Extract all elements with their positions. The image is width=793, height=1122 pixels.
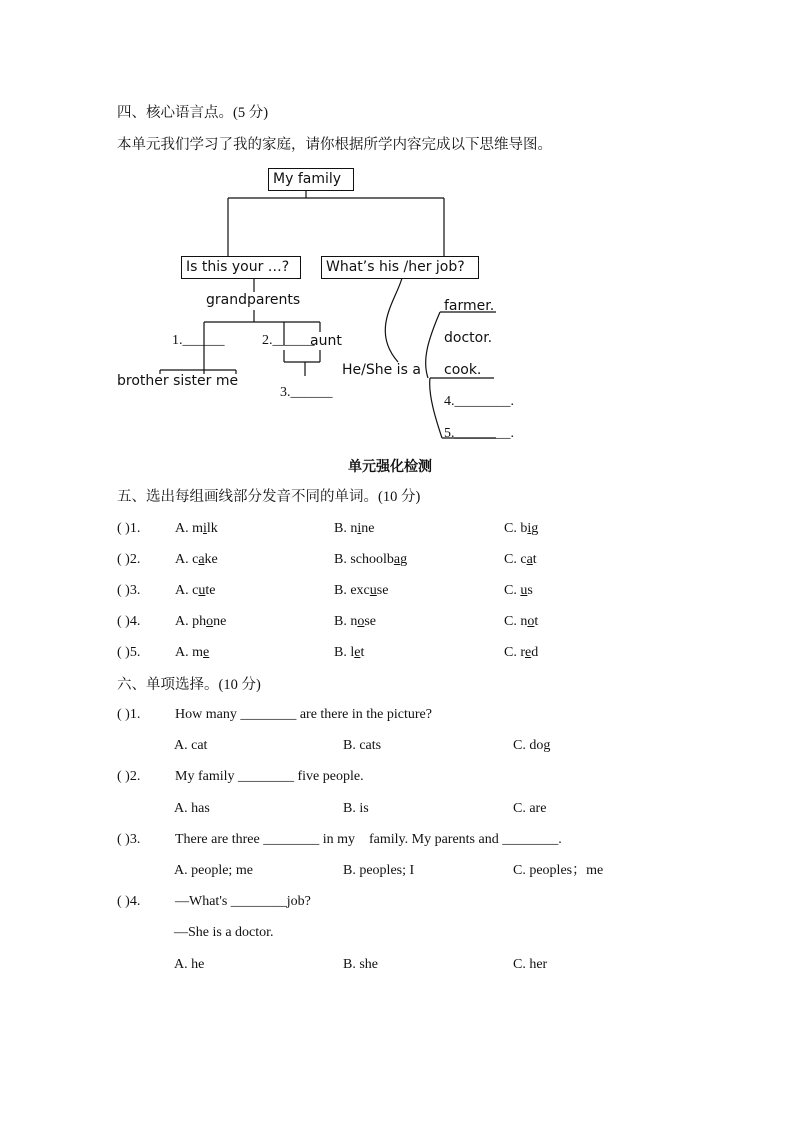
q2-number: ( )2. bbox=[117, 769, 141, 784]
item-number: ( )2. bbox=[117, 552, 141, 567]
mindmap-aunt: aunt bbox=[310, 333, 342, 349]
mindmap-grandparents: grandparents bbox=[206, 292, 301, 308]
mindmap-job-2: doctor. bbox=[444, 330, 493, 346]
q2-option-a: A. has bbox=[174, 801, 210, 816]
mindmap-children: brother sister me bbox=[117, 373, 239, 389]
q1-number: ( )1. bbox=[117, 707, 141, 722]
mindmap-he-she: He/She is a bbox=[342, 362, 421, 378]
q4-option-c: C. her bbox=[513, 957, 548, 972]
q1-option-b: B. cats bbox=[343, 738, 382, 753]
item-number: ( )3. bbox=[117, 583, 141, 598]
item-number: ( )1. bbox=[117, 521, 141, 536]
q4-option-b: B. she bbox=[343, 957, 378, 972]
q2-option-c: C. are bbox=[513, 801, 547, 816]
q4-answer-line: —She is a doctor. bbox=[174, 925, 274, 940]
option-b: B. let bbox=[334, 645, 365, 660]
option-c: C. us bbox=[504, 583, 533, 598]
option-a: A. cute bbox=[175, 583, 216, 598]
mindmap-blank2: 2.______ bbox=[262, 333, 315, 348]
q1-option-a: A. cat bbox=[174, 738, 208, 753]
mindmap-left-box: Is this your …? bbox=[181, 256, 301, 279]
q4-option-a: A. he bbox=[174, 957, 205, 972]
item-number: ( )4. bbox=[117, 614, 141, 629]
mindmap-job-3: cook. bbox=[444, 362, 482, 378]
mindmap-right-box: What’s his /her job? bbox=[321, 256, 479, 279]
q4-text: —What's ________job? bbox=[175, 894, 311, 909]
option-a: A. me bbox=[175, 645, 210, 660]
option-b: B. excuse bbox=[334, 583, 389, 598]
q3-option-c: C. peoples；me bbox=[513, 863, 604, 878]
mindmap-blank1: 1.______ bbox=[172, 333, 225, 348]
option-b: B. schoolbag bbox=[334, 552, 408, 567]
mindmap-blank3: 3.______ bbox=[280, 385, 333, 400]
item-number: ( )5. bbox=[117, 645, 141, 660]
section5-heading: 五、选出每组画线部分发音不同的单词。(10 分) bbox=[117, 489, 421, 505]
mindmap-root-box: My family bbox=[268, 168, 354, 191]
q3-number: ( )3. bbox=[117, 832, 141, 847]
option-a: A. phone bbox=[175, 614, 227, 629]
q3-option-b: B. peoples; I bbox=[343, 863, 415, 878]
q2-option-b: B. is bbox=[343, 801, 369, 816]
q1-option-c: C. dog bbox=[513, 738, 551, 753]
option-c: C. cat bbox=[504, 552, 537, 567]
q1-text: How many ________ are there in the picture? bbox=[175, 707, 432, 722]
section4-instruction: 本单元我们学习了我的家庭，请你根据所学内容完成以下思维导图。 bbox=[117, 137, 552, 153]
q4-number: ( )4. bbox=[117, 894, 141, 909]
q3-text: There are three ________ in my family. My parents and ________. bbox=[175, 832, 562, 847]
mindmap-job-1: farmer. bbox=[444, 298, 495, 314]
option-c: C. not bbox=[504, 614, 539, 629]
option-a: A. milk bbox=[175, 521, 218, 536]
mindmap-job-4: 4.________. bbox=[444, 394, 514, 409]
option-b: B. nose bbox=[334, 614, 377, 629]
option-c: C. big bbox=[504, 521, 539, 536]
option-c: C. red bbox=[504, 645, 539, 660]
section6-heading: 六、单项选择。(10 分) bbox=[117, 677, 261, 693]
mindmap-job-5: 5.________. bbox=[444, 426, 514, 441]
section4-heading: 四、核心语言点。(5 分) bbox=[117, 105, 269, 121]
q2-text: My family ________ five people. bbox=[175, 769, 364, 784]
q3-option-a: A. people; me bbox=[174, 863, 253, 878]
option-b: B. nine bbox=[334, 521, 375, 536]
option-a: A. cake bbox=[175, 552, 218, 567]
test-title: 单元强化检测 bbox=[348, 459, 432, 475]
